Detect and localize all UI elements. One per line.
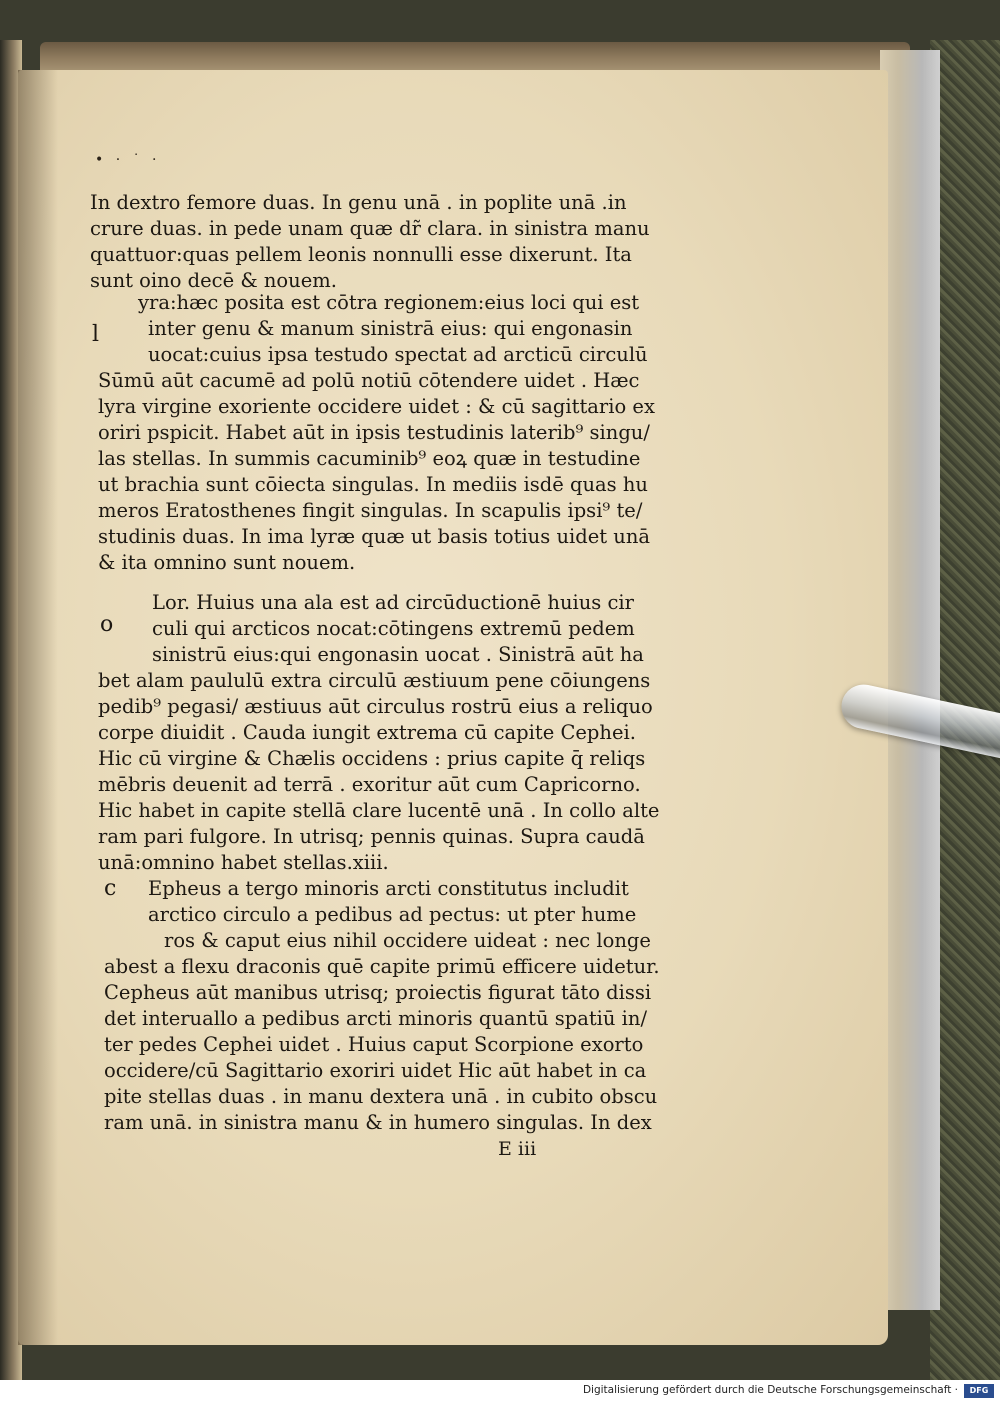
text-line: Lor. Huius una ala est ad circūductionē huius cir <box>152 591 634 614</box>
text-line: inter genu & manum sinistrā eius: qui engonasin <box>148 317 633 340</box>
gutter-shadow <box>18 70 58 1345</box>
text-line: ram pari fulgore. In utrisq; pennis quinas. Supra caudā <box>98 825 645 848</box>
text-line: mēbris deuenit ad terrā . exoritur aūt cum Capricorno. <box>98 773 641 796</box>
text-line: pedib⁹ pegasi/ æstiuus aūt circulus rostrū eius a reliquo <box>98 695 653 718</box>
text-line: ros & caput eius nihil occidere uideat : nec longe <box>164 929 651 952</box>
dfg-logo: DFG <box>964 1384 994 1398</box>
text-line: det interuallo a pedibus arcti minoris quantū spatiū in/ <box>104 1007 648 1030</box>
text-line: abest a flexu draconis quē capite primū efficere uidetur. <box>104 955 660 978</box>
signature-mark: E iii <box>498 1138 537 1160</box>
text-line: ram unā. in sinistra manu & in humero singulas. In dex <box>104 1111 652 1134</box>
ink-specks: • · ˙ · <box>95 152 161 168</box>
text-line: Sūmū aūt cacumē ad polū notiū cōtendere uidet . Hæc <box>98 369 640 392</box>
text-line: uocat:cuius ipsa testudo spectat ad arcticū circulū <box>148 343 648 366</box>
text-line: sunt oino decē & nouem. <box>90 269 337 292</box>
text-line: sinistrū eius:qui engonasin uocat . Sinistrā aūt ha <box>152 643 644 666</box>
text-line: ter pedes Cephei uidet . Huius caput Scorpione exorto <box>104 1033 644 1056</box>
text-line: unā:omnino habet stellas.xiii. <box>98 851 389 874</box>
text-line: culi qui arcticos nocat:cōtingens extremū pedem <box>152 617 635 640</box>
text-line: In dextro femore duas. In genu unā . in poplite unā .in <box>90 191 627 214</box>
text-line: & ita omnino sunt nouem. <box>98 551 356 574</box>
text-line: pite stellas duas . in manu dextera unā . in cubito obscu <box>104 1085 658 1108</box>
text-line: las stellas. In summis cacuminib⁹ eoꝝ quæ in testudine <box>98 447 641 470</box>
text-line: studinis duas. In ima lyræ quæ ut basis totius uidet unā <box>98 525 651 548</box>
text-line: corpe diuidit . Cauda iungit extrema cū capite Cephei. <box>98 721 636 744</box>
text-line: Cepheus aūt manibus utrisq; proiectis figurat tāto dissi <box>104 981 652 1004</box>
text-line: lyra virgine exoriente occidere uidet : & cū sagittario ex <box>98 395 655 418</box>
text-line: oriri pspicit. Habet aūt in ipsis testudinis laterib⁹ singu/ <box>98 421 650 444</box>
guide-letter: o <box>100 612 114 637</box>
guide-letter: l <box>92 322 100 347</box>
text-line: Hic cū virgine & Chælis occidens : prius capite q̄ reliqs <box>98 747 646 770</box>
text-line: quattuor:quas pellem leonis nonnulli esse dixerunt. Ita <box>90 243 632 266</box>
text-line: ut brachia sunt cōiecta singulas. In mediis isdē quas hu <box>98 473 648 496</box>
footer-bar <box>0 1380 1000 1403</box>
guide-letter: c <box>104 876 117 901</box>
text-line: yra:hæc posita est cōtra regionem:eius loci qui est <box>138 291 640 314</box>
text-line: Hic habet in capite stellā clare lucentē unā . In collo alte <box>98 799 660 822</box>
footer-credit: Digitalisierung gefördert durch die Deutsche Forschungsgemeinschaft · <box>582 1384 958 1396</box>
text-line: crure duas. in pede unam quæ dr̃ clara. in sinistra manu <box>90 217 650 240</box>
page-stack-edge <box>880 50 940 1310</box>
text-line: bet alam paululū extra circulū æstiuum pene cōiungens <box>98 669 651 692</box>
text-line: meros Eratosthenes fingit singulas. In scapulis ipsi⁹ te/ <box>98 499 643 522</box>
text-line: Epheus a tergo minoris arcti constitutus includit <box>148 877 629 900</box>
text-line: arctico circulo a pedibus ad pectus: ut pter hume <box>148 903 637 926</box>
text-line: occidere/cū Sagittario exoriri uidet Hic aūt habet in ca <box>104 1059 647 1082</box>
